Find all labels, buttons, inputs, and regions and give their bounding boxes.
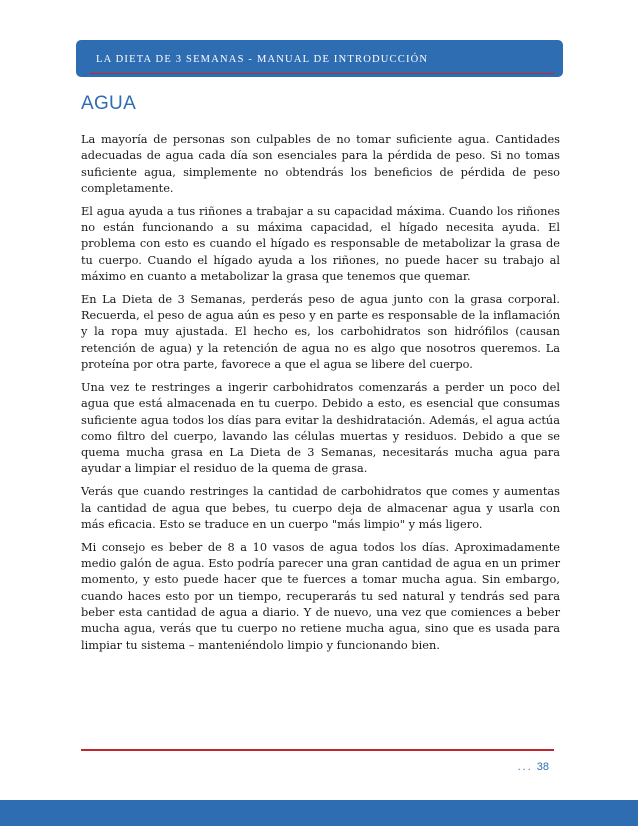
- paragraph: En La Dieta de 3 Semanas, perderás peso de agua junto con la grasa corporal. Recuerda, el peso de agua aún es peso y en parte es responsable de la inflamación y la ropa muy ajustada. El hecho es, los carbohidratos son hidrófilos (causan retención de agua) y la retención de agua no es algo que nosotros queremos. La proteína por otra parte, favorece a que el agua se libere del cuerpo.: [81, 291, 560, 372]
- footer-divider: [81, 749, 554, 751]
- paragraph: Verás que cuando restringes la cantidad de carbohidratos que comes y aumentas la cantidad de agua que bebes, tu cuerpo deja de almacenar agua y usarla con más eficacia. Esto se traduce en un cuerpo "más limpio" y más ligero.: [81, 484, 560, 531]
- section-title: AGUA: [81, 93, 137, 114]
- document-header-title: LA DIETA DE 3 SEMANAS - MANUAL DE INTRODUCCIÓN: [96, 54, 429, 65]
- body-text: [81, 131, 560, 659]
- paragraph: Una vez te restringes a ingerir carbohidratos comenzarás a perder un poco del agua que está almacenada en tu cuerpo. Debido a esto, es esencial que consumas suficiente agua todos los días para evitar la deshidratación. Además, el agua actúa como filtro del cuerpo, lavando las células muertas y residuos. Debido a que se quema mucha grasa en La Dieta de 3 Semanas, necesitarás mucha agua para ayudar a limpiar el residuo de la quema de grasa.: [81, 379, 560, 476]
- page-number: [518, 761, 549, 773]
- page-number-value: 38: [536, 761, 549, 773]
- paragraph: El agua ayuda a tus riñones a trabajar a su capacidad máxima. Cuando los riñones no están funcionando a su máxima capacidad, el hígado necesita ayuda. El problema con esto es cuando el hígado es responsable de metabolizar la grasa de tu cuerpo. Cuando el hígado ayuda a los riñones, no puede hacer su trabajo al máximo en cuanto a metabolizar la grasa que tenemos que quemar.: [81, 203, 560, 283]
- bottom-bar: [0, 800, 638, 826]
- paragraph: La mayoría de personas son culpables de no tomar suficiente agua. Cantidades adecuadas de agua cada día son esenciales para la pérdida de peso. Si no tomas suficiente agua, simplemente no obtendrás los beneficios de pérdida de peso completamente.: [81, 132, 560, 195]
- paragraph: Mi consejo es beber de 8 a 10 vasos de agua todos los días. Aproximadamente medio galón de agua. Esto podría parecer una gran cantidad de agua en un primer momento, y esto puede hacer que te fuerces a tomar mucha agua. Sin embargo, cuando haces esto por un tiempo, recuperarás tu sed natural y tendrás sed para beber esta cantidad de agua a diario. Y de nuevo, una vez que comiences a beber mucha agua, verás que tu cuerpo no retiene mucha agua, sino que es usada para limpiar tu sistema – manteniéndolo limpio y funcionando bien.: [81, 539, 560, 652]
- header-divider: [90, 73, 555, 74]
- page-number-dots: ...: [517, 761, 533, 773]
